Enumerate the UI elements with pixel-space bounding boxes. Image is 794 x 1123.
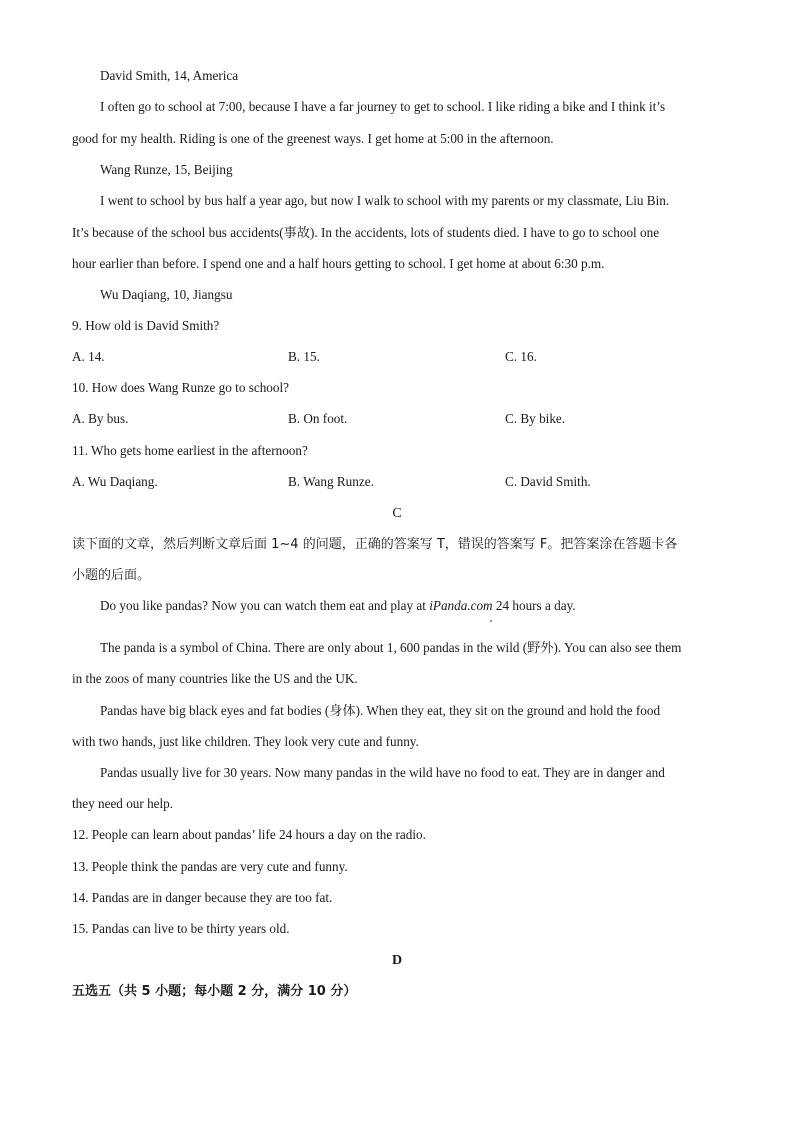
question-9-option-c[interactable]: C. 16. [505, 349, 537, 364]
question-11-stem: 11. Who gets home earliest in the afternoon? [72, 443, 308, 458]
statement-13: 13. People think the pandas are very cute and funny. [72, 859, 348, 874]
section-d-subheading: 五选五（共 5 小题；每小题 2 分，满分 10 分） [72, 984, 357, 999]
statement-14: 14. Pandas are in danger because they are too fat. [72, 890, 333, 905]
panda-intro-text-end: 24 hours a day. [492, 598, 576, 613]
panda-intro-line [100, 597, 720, 615]
author-wang-runze: Wang Runze, 15, Beijing [100, 162, 233, 177]
question-10-stem: 10. How does Wang Runze go to school? [72, 380, 289, 395]
section-d-heading: D [391, 953, 403, 968]
author-wu-daqiang: Wu Daqiang, 10, Jiangsu [100, 287, 233, 302]
panda-p3-line-1: Pandas have big black eyes and fat bodies (身体). When they eat, they sit on the ground and hold the food [100, 703, 661, 718]
question-10-option-a[interactable]: A. By bus. [72, 411, 129, 426]
panda-intro-text: Do you like pandas? Now you can watch them eat and play at [100, 598, 430, 613]
section-c-instruction-line-2: 小题的后面。 [72, 568, 151, 583]
question-10-option-c[interactable]: C. By bike. [505, 411, 566, 426]
panda-p4-line-1: Pandas usually live for 30 years. Now many pandas in the wild have no food to eat. They are in danger and [100, 765, 665, 780]
wang-text-line-1: I went to school by bus half a year ago, but now I walk to school with my parents or my classmate, Liu Bin. [100, 193, 670, 208]
author-david-smith: David Smith, 14, America [100, 68, 239, 83]
question-11-option-c[interactable]: C. David Smith. [505, 474, 591, 489]
statement-15: 15. Pandas can live to be thirty years old. [72, 921, 290, 936]
question-11-option-a[interactable]: A. Wu Daqiang. [72, 474, 158, 489]
question-10-option-b[interactable]: B. On foot. [288, 411, 348, 426]
statement-12: 12. People can learn about pandas’ life 24 hours a day on the radio. [72, 827, 426, 842]
question-9-option-a[interactable]: A. 14. [72, 349, 105, 364]
question-9-option-b[interactable]: B. 15. [288, 349, 320, 364]
section-c-instruction-line-1: 读下面的文章，然后判断文章后面 1~4 的问题，正确的答案写 T，错误的答案写 F。把答案涂在答题卡各 [72, 537, 678, 552]
david-text-line-1: I often go to school at 7:00, because I have a far journey to get to school. I like riding a bike and I think it’s [100, 99, 666, 114]
panda-p3-line-2: with two hands, just like children. They look very cute and funny. [72, 734, 419, 749]
question-9-stem: 9. How old is David Smith? [72, 318, 220, 333]
panda-p4-line-2: they need our help. [72, 796, 174, 811]
wang-text-line-3: hour earlier than before. I spend one and a half hours getting to school. I get home at about 6:30 p.m. [72, 256, 605, 271]
wang-text-line-2: It’s because of the school bus accidents(事故). In the accidents, lots of students died. I have to go to school one [72, 225, 660, 240]
stray-dot [490, 620, 492, 622]
section-c-heading: C [392, 506, 402, 521]
david-text-line-2: good for my health. Riding is one of the greenest ways. I get home at 5:00 in the afternoon. [72, 131, 554, 146]
ipanda-website: iPanda.com [429, 598, 493, 613]
question-11-option-b[interactable]: B. Wang Runze. [288, 474, 374, 489]
panda-p2-line-1: The panda is a symbol of China. There are only about 1, 600 pandas in the wild (野外). You can also see them [100, 640, 682, 655]
panda-p2-line-2: in the zoos of many countries like the US and the UK. [72, 671, 358, 686]
